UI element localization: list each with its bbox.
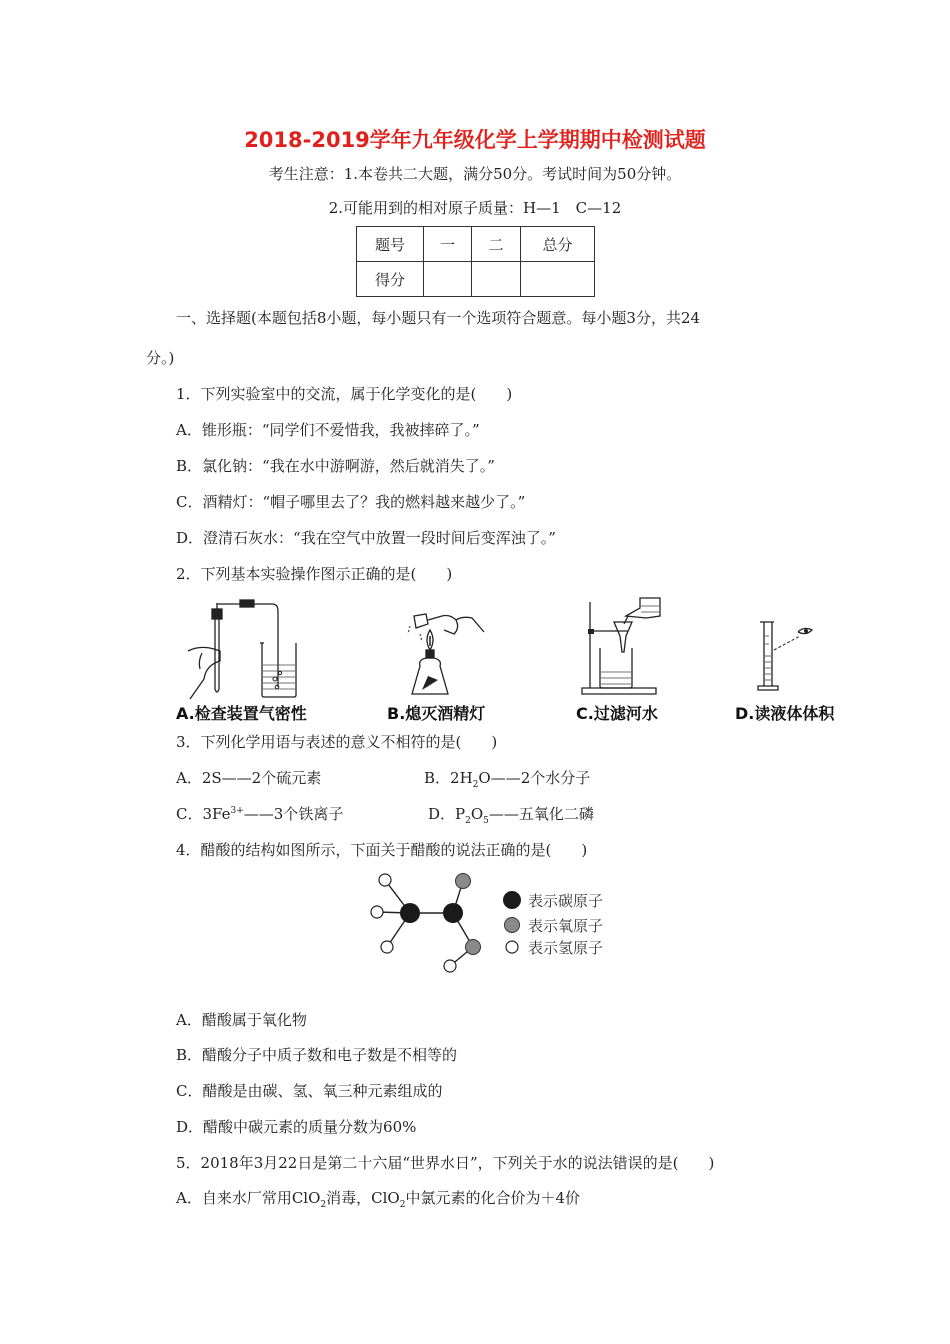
oxygen-atom-icon bbox=[505, 918, 520, 933]
q1-option-d[interactable]: D．澄清石灰水：“我在空气中放置一段时间后变浑浊了。” bbox=[176, 529, 556, 547]
figure-b-caption[interactable]: B.熄灭酒精灯 bbox=[387, 704, 486, 723]
q1-option-c[interactable]: C．酒精灯：“帽子哪里去了？我的燃料越来越少了。” bbox=[176, 493, 526, 511]
figure-b-alcohol-lamp bbox=[400, 606, 490, 696]
figure-d-caption[interactable]: D.读液体体积 bbox=[735, 704, 835, 723]
score-row-label: 得分 bbox=[357, 262, 424, 297]
q2-stem: 2．下列基本实验操作图示正确的是( ) bbox=[176, 565, 453, 583]
carbon-atom-icon bbox=[503, 891, 521, 909]
figure-d-cylinder-reading bbox=[756, 616, 826, 698]
q1-option-b[interactable]: B．氯化钠：“我在水中游啊游，然后就消失了。” bbox=[176, 457, 495, 475]
score-header-cell: 二 bbox=[472, 227, 521, 262]
notice-line-2: 2.可能用到的相对原子质量：H—1 C—12 bbox=[328, 199, 622, 217]
figure-a-airtightness-check bbox=[180, 603, 300, 699]
q1-stem: 1．下列实验室中的交流，属于化学变化的是( ) bbox=[176, 385, 513, 403]
q4-option-c[interactable]: C．醋酸是由碳、氢、氧三种元素组成的 bbox=[176, 1082, 443, 1100]
figure-a-caption[interactable]: A.检查装置气密性 bbox=[176, 704, 307, 723]
q3-option-a[interactable]: A．2S——2个硫元素 bbox=[176, 769, 322, 787]
legend-carbon: 表示碳原子 bbox=[528, 892, 604, 910]
score-cell-1[interactable] bbox=[424, 262, 472, 297]
q5-option-a[interactable]: A．自来水厂常用ClO$_2$消毒，ClO$_2$中氯元素的化合价为＋4价 bbox=[176, 1189, 580, 1210]
q5-stem: 5．2018年3月22日是第二十六届“世界水日”，下列关于水的说法错误的是( ) bbox=[176, 1154, 715, 1172]
section1-heading-cont: 分。) bbox=[146, 349, 175, 367]
legend-hydrogen: 表示氢原子 bbox=[528, 939, 604, 957]
figure-c-caption[interactable]: C.过滤河水 bbox=[576, 704, 658, 723]
legend-oxygen: 表示氧原子 bbox=[528, 917, 604, 935]
figure-c-filtration bbox=[580, 596, 670, 696]
q4-option-a[interactable]: A．醋酸属于氧化物 bbox=[176, 1011, 307, 1029]
acetic-acid-molecule-diagram bbox=[365, 870, 485, 975]
q4-stem: 4．醋酸的结构如图所示，下面关于醋酸的说法正确的是( ) bbox=[176, 841, 588, 859]
q4-option-d[interactable]: D．醋酸中碳元素的质量分数为60% bbox=[176, 1118, 417, 1136]
exam-title: 2018-2019学年九年级化学上学期期中检测试题 bbox=[244, 128, 706, 152]
score-header-cell: 一 bbox=[424, 227, 472, 262]
q3-option-c[interactable]: C．$3Fe^{3+}——3$个铁离子 bbox=[176, 805, 344, 823]
q3-option-d[interactable]: D．$P_2O_5——$五氧化二磷 bbox=[428, 805, 594, 826]
q4-option-b[interactable]: B．醋酸分子中质子数和电子数是不相等的 bbox=[176, 1046, 458, 1064]
score-cell-total[interactable] bbox=[521, 262, 595, 297]
score-header-cell: 题号 bbox=[357, 227, 424, 262]
notice-line-1: 考生注意：1.本卷共二大题，满分50分。考试时间为50分钟。 bbox=[268, 165, 682, 183]
score-header-cell: 总分 bbox=[521, 227, 595, 262]
score-table-score-row bbox=[357, 262, 595, 297]
q3-stem: 3．下列化学用语与表述的意义不相符的是( ) bbox=[176, 733, 498, 751]
score-cell-2[interactable] bbox=[472, 262, 521, 297]
score-table bbox=[356, 226, 595, 297]
section1-heading: 一、选择题(本题包括8小题，每小题只有一个选项符合题意。每小题3分，共24 bbox=[176, 309, 701, 327]
molecule-legend-icons bbox=[500, 889, 524, 959]
q3-option-b[interactable]: B．$2H_2O——2$个水分子 bbox=[424, 769, 591, 790]
score-table-header-row bbox=[357, 227, 595, 262]
hydrogen-atom-icon bbox=[506, 941, 518, 953]
q1-option-a[interactable]: A．锥形瓶：“同学们不爱惜我，我被摔碎了。” bbox=[176, 421, 480, 439]
